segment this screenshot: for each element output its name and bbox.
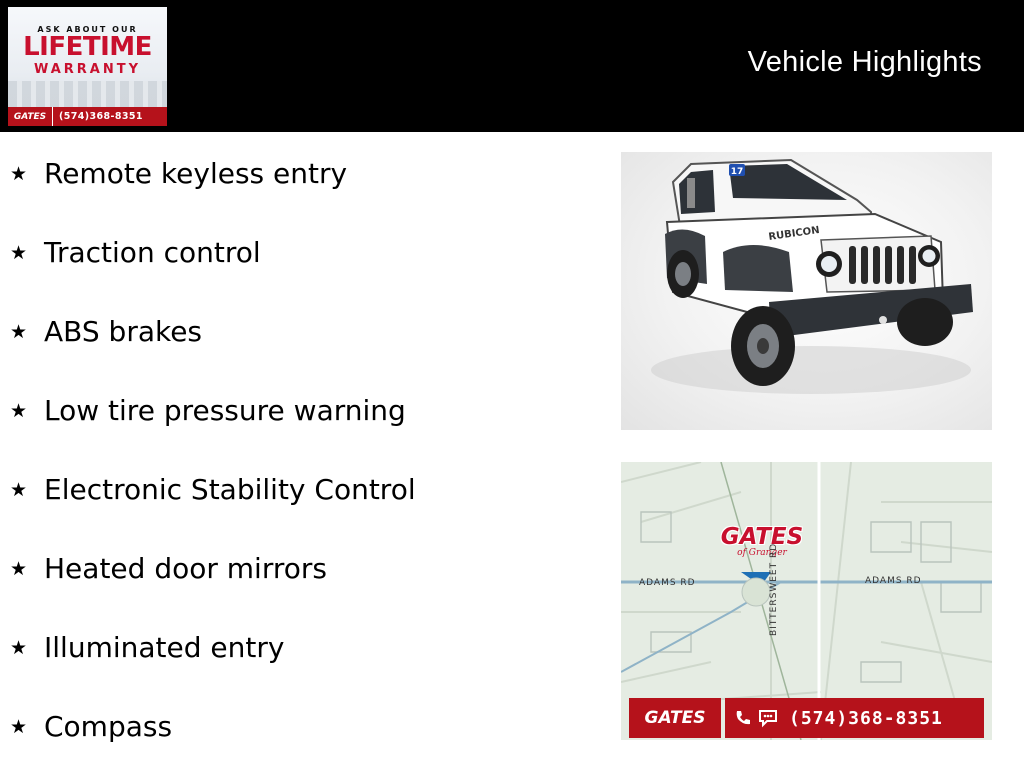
feature-item xyxy=(10,385,590,464)
dealership-location-map[interactable] xyxy=(621,462,992,740)
feature-item xyxy=(10,622,590,701)
feature-item xyxy=(10,306,590,385)
feature-label: ABS brakes xyxy=(44,315,203,348)
feature-label: Low tire pressure warning xyxy=(44,394,406,427)
map-road-label-left: ADAMS RD xyxy=(639,578,696,588)
logo-warranty-text: WARRANTY xyxy=(33,62,142,77)
feature-item xyxy=(10,148,590,227)
feature-item xyxy=(10,227,590,306)
feature-label: Heated door mirrors xyxy=(44,552,327,585)
feature-label: Remote keyless entry xyxy=(44,157,348,190)
footer-contact-icons xyxy=(733,708,779,728)
map-contact-footer xyxy=(629,698,984,738)
svg-text:17: 17 xyxy=(730,167,744,177)
feature-item xyxy=(10,701,590,780)
logo-phone-number: (574)368-8351 xyxy=(59,111,143,122)
map-road-label-right: ADAMS RD xyxy=(865,576,922,586)
jeep-illustration xyxy=(621,152,992,430)
logo-dealer-name: GATES xyxy=(8,107,53,126)
star-icon: ★ xyxy=(10,558,28,580)
dealership-building-graphic xyxy=(8,81,167,107)
logo-contact-strip xyxy=(8,107,167,126)
star-icon: ★ xyxy=(10,242,28,264)
page-title: Vehicle Highlights xyxy=(747,46,982,78)
lifetime-warranty-logo[interactable] xyxy=(8,7,167,126)
logo-tagline: ASK ABOUT OUR xyxy=(37,25,138,34)
star-icon: ★ xyxy=(10,400,28,422)
phone-icon xyxy=(733,708,753,728)
feature-list xyxy=(10,148,590,780)
map-dealer-logo: GATES xyxy=(720,524,804,550)
feature-item xyxy=(10,543,590,622)
footer-dealer-logo: GATES xyxy=(629,698,721,738)
star-icon: ★ xyxy=(10,321,28,343)
footer-phone-number: (574)368-8351 xyxy=(789,707,943,729)
map-road-label-vertical: BITTERSWEET RD xyxy=(769,542,779,636)
vehicle-photo[interactable] xyxy=(621,152,992,430)
star-icon: ★ xyxy=(10,163,28,185)
svg-text:RUBICON: RUBICON xyxy=(767,224,821,243)
logo-lifetime-text: LIFETIME xyxy=(23,32,152,62)
footer-phone-block[interactable] xyxy=(725,698,984,738)
star-icon: ★ xyxy=(10,716,28,738)
feature-label: Electronic Stability Control xyxy=(44,473,416,506)
feature-label: Compass xyxy=(44,710,173,743)
map-dealer-subtitle: of Granger xyxy=(737,548,787,558)
star-icon: ★ xyxy=(10,637,28,659)
feature-label: Traction control xyxy=(44,236,261,269)
chat-icon xyxy=(757,708,779,728)
header-bar xyxy=(0,0,1024,132)
star-icon: ★ xyxy=(10,479,28,501)
feature-item xyxy=(10,464,590,543)
feature-label: Illuminated entry xyxy=(44,631,285,664)
